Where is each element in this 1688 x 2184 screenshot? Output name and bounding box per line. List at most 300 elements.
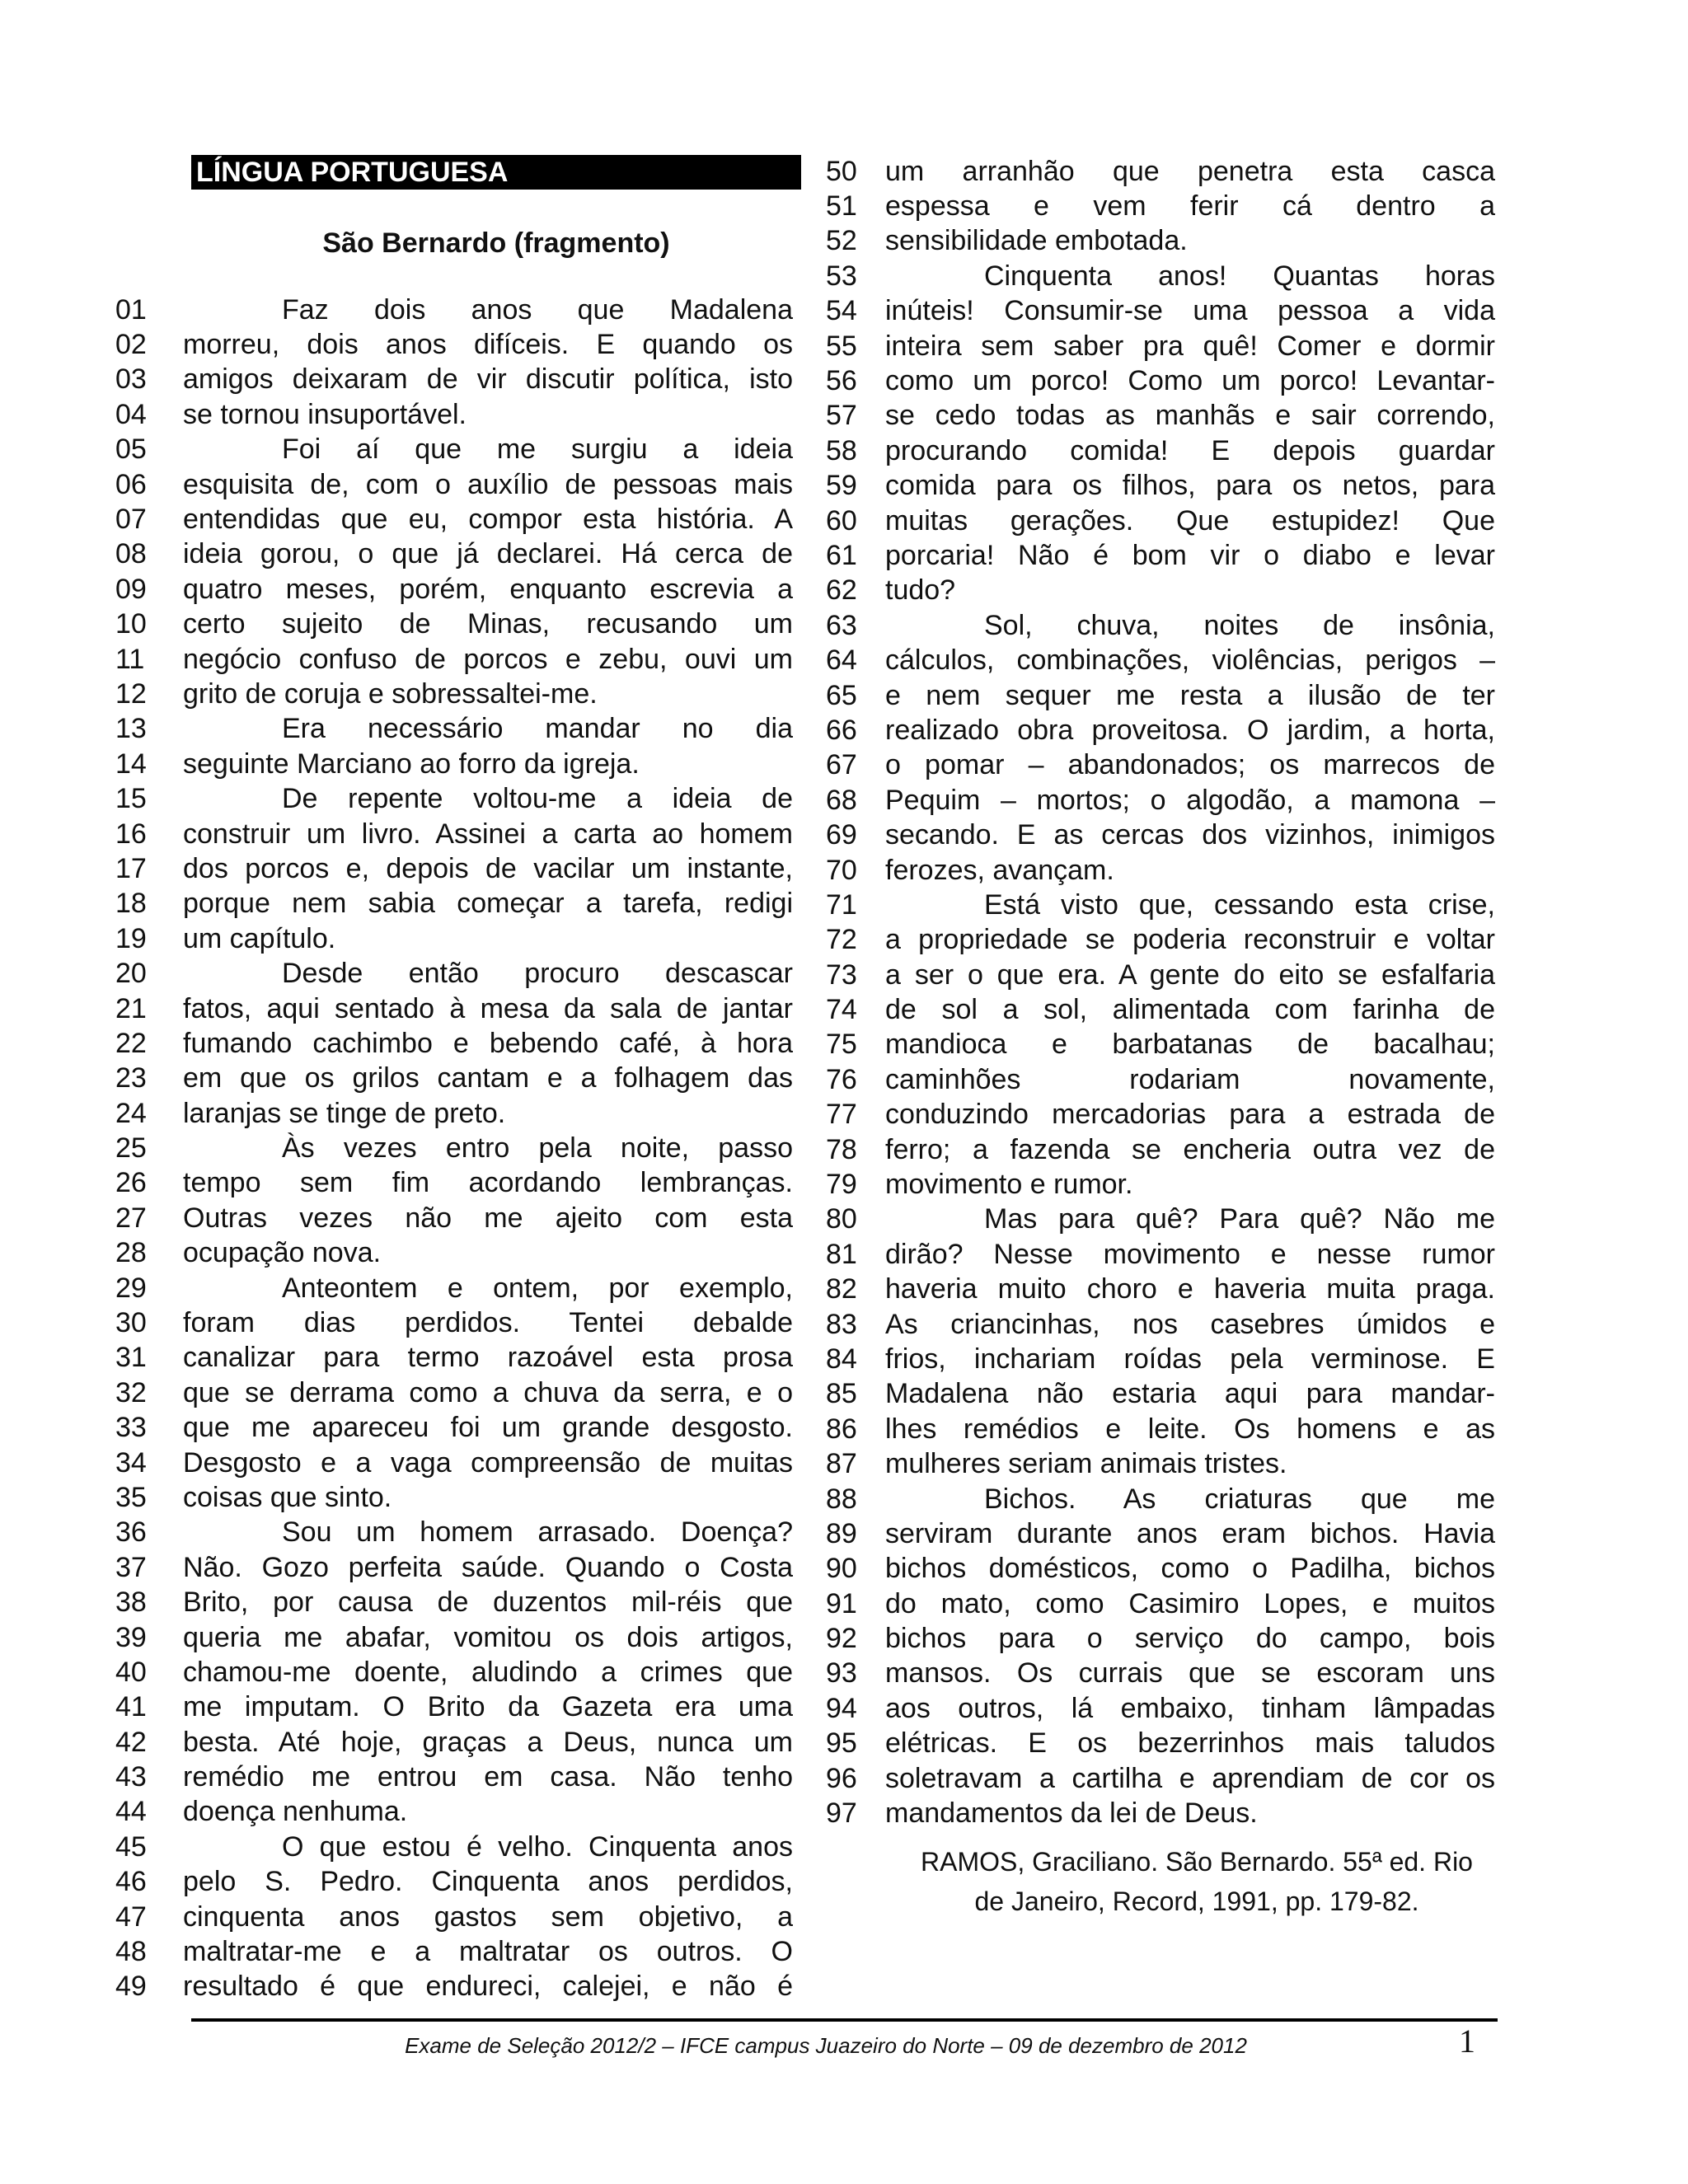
line-number: 75 — [826, 1029, 857, 1061]
text-line — [826, 224, 1495, 259]
text-line — [115, 433, 793, 467]
line-text: sensibilidade embotada. — [885, 225, 1188, 257]
text-line — [115, 327, 793, 362]
line-text: se tornou insuportável. — [183, 398, 467, 430]
text-line — [115, 1341, 793, 1376]
line-text: um capítulo. — [183, 922, 336, 954]
text-line — [115, 712, 793, 747]
text-line — [115, 397, 793, 432]
text-line — [826, 574, 1495, 608]
line-number: 16 — [115, 818, 147, 850]
line-text: serviram durante anos eram bichos. Havia — [885, 1517, 1495, 1549]
line-text: esquisita de, com o auxílio de pessoas mais — [183, 468, 793, 500]
line-number: 55 — [826, 330, 857, 362]
line-number: 04 — [115, 398, 147, 430]
line-number: 38 — [115, 1586, 147, 1619]
text-line — [115, 1760, 793, 1794]
line-number: 68 — [826, 784, 857, 816]
document-title: São Bernardo (fragmento) — [322, 227, 670, 259]
text-line — [115, 607, 793, 642]
line-number: 12 — [115, 677, 147, 710]
line-number: 18 — [115, 888, 147, 920]
line-number: 54 — [826, 295, 857, 327]
line-text: porcaria! Não é bom vir o diabo e levar — [885, 539, 1495, 571]
text-line — [115, 956, 793, 991]
line-number: 21 — [115, 992, 147, 1024]
text-line — [826, 853, 1495, 888]
line-number: 43 — [115, 1761, 147, 1793]
line-number: 63 — [826, 609, 857, 641]
text-line — [115, 1550, 793, 1585]
line-text: espessa e vem ferir cá dentro a — [885, 190, 1495, 223]
line-text: entendidas que eu, compor esta história. A — [183, 504, 793, 536]
line-number: 09 — [115, 573, 147, 605]
line-number: 81 — [826, 1238, 857, 1270]
line-number: 20 — [115, 958, 147, 990]
line-number: 23 — [115, 1062, 147, 1094]
line-text: Era necessário mandar no dia — [282, 713, 793, 745]
text-line — [826, 1516, 1495, 1551]
line-number: 66 — [826, 714, 857, 746]
line-text: Sou um homem arrasado. Doença? — [282, 1516, 793, 1549]
line-number: 13 — [115, 713, 147, 745]
text-line — [115, 502, 793, 537]
text-line — [115, 1236, 793, 1271]
text-line — [826, 713, 1495, 748]
text-line — [826, 1727, 1495, 1761]
line-number: 06 — [115, 468, 147, 500]
line-number: 65 — [826, 679, 857, 711]
text-line — [115, 1305, 793, 1340]
text-line — [826, 1586, 1495, 1621]
text-line — [826, 294, 1495, 329]
text-line — [826, 1377, 1495, 1412]
text-line — [115, 1096, 793, 1131]
line-number: 83 — [826, 1308, 857, 1340]
line-text: negócio confuso de porcos e zebu, ouvi um — [183, 643, 793, 675]
line-number: 69 — [826, 819, 857, 851]
line-text: em que os grilos cantam e a folhagem das — [183, 1062, 793, 1094]
line-text: pelo S. Pedro. Cinquenta anos perdidos, — [183, 1866, 793, 1898]
line-text: maltratar-me e a maltratar os outros. O — [183, 1936, 793, 1968]
right-column — [826, 154, 1495, 1831]
line-number: 85 — [826, 1378, 857, 1410]
line-number: 88 — [826, 1483, 857, 1515]
text-line — [115, 851, 793, 886]
line-text: quatro meses, porém, enquanto escrevia a — [183, 573, 793, 605]
text-line — [115, 572, 793, 607]
line-number: 22 — [115, 1027, 147, 1059]
line-text: dos porcos e, depois de vacilar um instante, — [183, 852, 793, 884]
line-text: ferro; a fazenda se encheria outra vez de — [885, 1133, 1495, 1165]
line-text: soletravam a cartilha e aprendiam de cor os — [885, 1762, 1495, 1794]
line-number: 97 — [826, 1797, 857, 1830]
text-line — [115, 1620, 793, 1655]
text-line — [115, 1131, 793, 1165]
line-number: 15 — [115, 783, 147, 815]
line-number: 47 — [115, 1900, 147, 1933]
text-line — [115, 1934, 793, 1969]
text-line — [826, 1167, 1495, 1202]
line-number: 26 — [115, 1167, 147, 1199]
line-text: fatos, aqui sentado à mesa da sala de jantar — [183, 992, 793, 1024]
line-number: 42 — [115, 1726, 147, 1758]
left-column — [115, 293, 793, 2004]
line-text: conduzindo mercadorias para a estrada de — [885, 1099, 1495, 1131]
line-number: 57 — [826, 400, 857, 432]
text-line — [826, 643, 1495, 677]
text-line — [826, 1761, 1495, 1796]
line-number: 84 — [826, 1343, 857, 1375]
line-number: 25 — [115, 1132, 147, 1165]
line-text: a ser o que era. A gente do eito se esfalfaria — [885, 958, 1495, 991]
line-text: grito de coruja e sobressaltei-me. — [183, 677, 598, 710]
line-number: 46 — [115, 1866, 147, 1898]
text-line — [826, 748, 1495, 783]
line-text: caminhões rodariam novamente, — [885, 1063, 1495, 1095]
text-line — [115, 363, 793, 397]
text-line — [826, 1552, 1495, 1586]
line-number: 90 — [826, 1553, 857, 1585]
text-line — [115, 1411, 793, 1446]
line-number: 24 — [115, 1097, 147, 1129]
line-text: muitas gerações. Que estupidez! Que — [885, 504, 1495, 537]
line-number: 48 — [115, 1936, 147, 1968]
line-text: coisas que sinto. — [183, 1481, 392, 1513]
line-text: a propriedade se poderia reconstruir e voltar — [885, 924, 1495, 956]
line-number: 59 — [826, 470, 857, 502]
line-number: 77 — [826, 1099, 857, 1131]
line-number: 86 — [826, 1413, 857, 1445]
line-number: 96 — [826, 1762, 857, 1794]
line-number: 32 — [115, 1376, 147, 1408]
line-number: 37 — [115, 1551, 147, 1583]
line-number: 44 — [115, 1796, 147, 1828]
reference-line-2: de Janeiro, Record, 1991, pp. 179-82. — [974, 1886, 1419, 1916]
line-number: 50 — [826, 155, 857, 187]
line-number: 70 — [826, 854, 857, 886]
line-text: mandioca e barbatanas de bacalhau; — [885, 1029, 1495, 1061]
bibliographic-reference — [892, 1842, 1502, 1921]
line-text: seguinte Marciano ao forro da igreja. — [183, 748, 640, 780]
line-text: ideia gorou, o que já declarei. Há cerca de — [183, 538, 793, 570]
line-text: chamou-me doente, aludindo a crimes que — [183, 1656, 793, 1688]
text-line — [115, 1516, 793, 1550]
text-line — [115, 1166, 793, 1201]
line-text: procurando comida! E depois guardar — [885, 434, 1495, 466]
line-text: e nem sequer me resta a ilusão de ter — [885, 679, 1495, 711]
text-line — [826, 1657, 1495, 1691]
line-text: foram dias perdidos. Tentei debalde — [183, 1307, 793, 1339]
text-line — [115, 887, 793, 921]
text-line — [115, 921, 793, 956]
line-text: bichos domésticos, como o Padilha, bichos — [885, 1553, 1495, 1585]
text-line — [826, 1028, 1495, 1062]
line-text: fumando cachimbo e bebendo café, à hora — [183, 1027, 793, 1059]
text-line — [115, 1690, 793, 1725]
line-number: 78 — [826, 1133, 857, 1165]
text-line — [115, 1585, 793, 1619]
line-text: Desde então procuro descascar — [282, 958, 793, 990]
text-line — [826, 1796, 1495, 1830]
text-line — [826, 1691, 1495, 1726]
line-number: 92 — [826, 1623, 857, 1655]
text-line — [115, 1201, 793, 1235]
line-text: haveria muito choro e haveria muita praga. — [885, 1273, 1495, 1305]
text-line — [115, 1480, 793, 1515]
line-number: 93 — [826, 1657, 857, 1690]
line-text: cálculos, combinações, violências, perigos – — [885, 644, 1495, 677]
line-text: tempo sem fim acordando lembranças. — [183, 1167, 793, 1199]
line-number: 31 — [115, 1342, 147, 1374]
text-line — [115, 1655, 793, 1690]
line-text: que me apareceu foi um grande desgosto. — [183, 1412, 793, 1444]
line-number: 11 — [115, 643, 145, 675]
line-number: 45 — [115, 1830, 147, 1863]
line-text: como um porco! Como um porco! Levantar- — [885, 365, 1495, 397]
line-text: Sol, chuva, noites de insônia, — [984, 609, 1495, 641]
line-text: certo sujeito de Minas, recusando um — [183, 608, 793, 640]
line-text: De repente voltou-me a ideia de — [282, 783, 793, 815]
line-number: 67 — [826, 749, 857, 781]
line-number: 07 — [115, 504, 147, 536]
line-text: secando. E as cercas dos vizinhos, inimigos — [885, 819, 1495, 851]
line-text: mulheres seriam animais tristes. — [885, 1448, 1287, 1480]
line-number: 74 — [826, 994, 857, 1026]
text-line — [826, 1412, 1495, 1446]
line-text: doença nenhuma. — [183, 1796, 408, 1828]
line-text: Pequim – mortos; o algodão, a mamona – — [885, 784, 1495, 816]
line-number: 71 — [826, 888, 857, 921]
line-number: 05 — [115, 434, 147, 466]
line-number: 58 — [826, 434, 857, 466]
text-line — [826, 1342, 1495, 1376]
line-text: besta. Até hoje, graças a Deus, nunca um — [183, 1726, 793, 1758]
text-line — [115, 1900, 793, 1934]
text-line — [826, 469, 1495, 504]
line-number: 01 — [115, 293, 147, 326]
text-line — [826, 1132, 1495, 1167]
text-line — [826, 1202, 1495, 1237]
line-text: resultado é que endureci, calejei, e não é — [183, 1971, 793, 2003]
line-text: amigos deixaram de vir discutir política, isto — [183, 363, 793, 396]
text-line — [826, 608, 1495, 643]
line-number: 73 — [826, 958, 857, 991]
line-number: 33 — [115, 1412, 147, 1444]
line-number: 29 — [115, 1272, 147, 1304]
line-number: 94 — [826, 1692, 857, 1724]
text-line — [826, 538, 1495, 573]
text-line — [826, 992, 1495, 1027]
line-number: 17 — [115, 852, 147, 884]
line-text: Faz dois anos que Madalena — [282, 293, 793, 326]
line-text: Anteontem e ontem, por exemplo, — [282, 1272, 793, 1304]
line-text: Às vezes entro pela noite, passo — [282, 1132, 793, 1165]
text-line — [826, 154, 1495, 189]
line-text: aos outros, lá embaixo, tinham lâmpadas — [885, 1692, 1495, 1724]
line-number: 52 — [826, 225, 857, 257]
line-number: 95 — [826, 1727, 857, 1760]
line-text: bichos para o serviço do campo, bois — [885, 1623, 1495, 1655]
text-line — [115, 537, 793, 572]
section-header: LÍNGUA PORTUGUESA — [191, 155, 801, 190]
line-text: realizado obra proveitosa. O jardim, a horta, — [885, 714, 1495, 746]
text-line — [826, 1098, 1495, 1132]
text-line — [826, 1272, 1495, 1307]
line-text: tudo? — [885, 574, 956, 607]
line-number: 28 — [115, 1237, 147, 1269]
text-line — [826, 818, 1495, 852]
line-text: se cedo todas as manhãs e sair correndo, — [885, 400, 1495, 432]
line-text: Outras vezes não me ajeito com esta — [183, 1202, 793, 1234]
text-line — [826, 1062, 1495, 1097]
line-number: 62 — [826, 574, 857, 607]
text-line — [115, 991, 793, 1026]
text-line — [115, 817, 793, 851]
line-text: Cinquenta anos! Quantas horas — [984, 260, 1495, 292]
reference-line-1: RAMOS, Graciliano. São Bernardo. 55ª ed. Rio — [921, 1847, 1473, 1877]
footer-rule — [191, 2018, 1498, 2022]
line-text: ferozes, avançam. — [885, 854, 1114, 886]
line-text: mansos. Os currais que se escoram uns — [885, 1657, 1495, 1690]
text-line — [115, 1062, 793, 1096]
page-number: 1 — [1459, 2022, 1475, 2060]
line-text: laranjas se tinge de preto. — [183, 1097, 506, 1129]
text-line — [826, 923, 1495, 958]
line-text: Mas para quê? Para quê? Não me — [984, 1203, 1495, 1235]
line-number: 30 — [115, 1307, 147, 1339]
line-number: 89 — [826, 1517, 857, 1549]
text-line — [115, 293, 793, 327]
text-line — [826, 189, 1495, 223]
line-text: inteira sem saber pra quê! Comer e dormir — [885, 330, 1495, 362]
line-number: 61 — [826, 539, 857, 571]
text-line — [826, 434, 1495, 468]
line-number: 35 — [115, 1481, 147, 1513]
line-number: 19 — [115, 922, 147, 954]
text-line — [115, 781, 793, 816]
line-number: 76 — [826, 1063, 857, 1095]
line-number: 49 — [115, 1971, 147, 2003]
line-number: 39 — [115, 1621, 147, 1653]
line-text: Brito, por causa de duzentos mil-réis que — [183, 1586, 793, 1619]
text-line — [826, 504, 1495, 538]
line-number: 10 — [115, 608, 147, 640]
line-number: 36 — [115, 1516, 147, 1549]
line-number: 87 — [826, 1448, 857, 1480]
text-line — [826, 888, 1495, 922]
text-line — [826, 1446, 1495, 1481]
line-text: queria me abafar, vomitou os dois artigos, — [183, 1621, 793, 1653]
text-line — [826, 259, 1495, 293]
text-line — [826, 1237, 1495, 1272]
text-line — [826, 1621, 1495, 1656]
line-text: me imputam. O Brito da Gazeta era uma — [183, 1691, 793, 1723]
line-text: Está visto que, cessando esta crise, — [984, 888, 1495, 921]
text-line — [115, 467, 793, 502]
line-number: 14 — [115, 748, 147, 780]
text-line — [115, 1830, 793, 1864]
text-line — [826, 783, 1495, 818]
line-number: 91 — [826, 1587, 857, 1619]
text-line — [826, 329, 1495, 363]
line-text: o pomar – abandonados; os marrecos de — [885, 749, 1495, 781]
line-text: O que estou é velho. Cinquenta anos — [282, 1830, 793, 1863]
text-line — [826, 1482, 1495, 1516]
text-line — [826, 363, 1495, 398]
text-line — [115, 1376, 793, 1410]
line-number: 34 — [115, 1446, 147, 1479]
line-text: mandamentos da lei de Deus. — [885, 1797, 1258, 1830]
line-text: construir um livro. Assinei a carta ao homem — [183, 818, 793, 850]
text-line — [115, 642, 793, 677]
line-text: cinquenta anos gastos sem objetivo, a — [183, 1900, 793, 1933]
text-line — [826, 958, 1495, 992]
line-text: ocupação nova. — [183, 1237, 382, 1269]
line-text: do mato, como Casimiro Lopes, e muitos — [885, 1587, 1495, 1619]
line-text: comida para os filhos, para os netos, para — [885, 470, 1495, 502]
text-line — [115, 1795, 793, 1830]
line-number: 64 — [826, 644, 857, 677]
text-line — [115, 1446, 793, 1480]
line-text: Não. Gozo perfeita saúde. Quando o Costa — [183, 1551, 793, 1583]
line-text: Bichos. As criaturas que me — [984, 1483, 1495, 1515]
text-line — [115, 677, 793, 711]
line-number: 60 — [826, 504, 857, 537]
line-number: 53 — [826, 260, 857, 292]
line-text: um arranhão que penetra esta casca — [885, 155, 1495, 187]
line-number: 40 — [115, 1656, 147, 1688]
text-line — [115, 747, 793, 781]
text-line — [115, 1865, 793, 1900]
text-line — [115, 1725, 793, 1760]
line-number: 82 — [826, 1273, 857, 1305]
text-line — [115, 1970, 793, 2004]
line-number: 56 — [826, 365, 857, 397]
text-line — [826, 1307, 1495, 1342]
line-text: As criancinhas, nos casebres úmidos e — [885, 1308, 1495, 1340]
line-number: 41 — [115, 1691, 147, 1723]
line-text: Madalena não estaria aqui para mandar- — [885, 1378, 1495, 1410]
line-number: 08 — [115, 538, 147, 570]
line-number: 27 — [115, 1202, 147, 1234]
text-line — [115, 1271, 793, 1305]
line-number: 51 — [826, 190, 857, 223]
line-number: 02 — [115, 329, 147, 361]
text-line — [115, 1026, 793, 1061]
line-text: elétricas. E os bezerrinhos mais taludos — [885, 1727, 1495, 1760]
footer-text: Exame de Seleção 2012/2 – IFCE campus Juazeiro do Norte – 09 de dezembro de 2012 — [405, 2033, 1247, 2058]
line-text: canalizar para termo razoável esta prosa — [183, 1342, 793, 1374]
line-text: Desgosto e a vaga compreensão de muitas — [183, 1446, 793, 1479]
line-number: 72 — [826, 924, 857, 956]
line-text: porque nem sabia começar a tarefa, redigi — [183, 888, 793, 920]
text-line — [826, 678, 1495, 713]
text-line — [826, 399, 1495, 434]
line-number: 79 — [826, 1169, 857, 1201]
line-text: inúteis! Consumir-se uma pessoa a vida — [885, 295, 1495, 327]
line-text: frios, inchariam roídas pela verminose. E — [885, 1343, 1495, 1375]
line-text: que se derrama como a chuva da serra, e o — [183, 1376, 793, 1408]
line-text: Foi aí que me surgiu a ideia — [282, 434, 793, 466]
line-text: morreu, dois anos difíceis. E quando os — [183, 329, 793, 361]
line-number: 03 — [115, 363, 147, 396]
line-text: dirão? Nesse movimento e nesse rumor — [885, 1238, 1495, 1270]
line-text: de sol a sol, alimentada com farinha de — [885, 994, 1495, 1026]
line-text: movimento e rumor. — [885, 1169, 1133, 1201]
line-number: 80 — [826, 1203, 857, 1235]
line-text: remédio me entrou em casa. Não tenho — [183, 1761, 793, 1793]
